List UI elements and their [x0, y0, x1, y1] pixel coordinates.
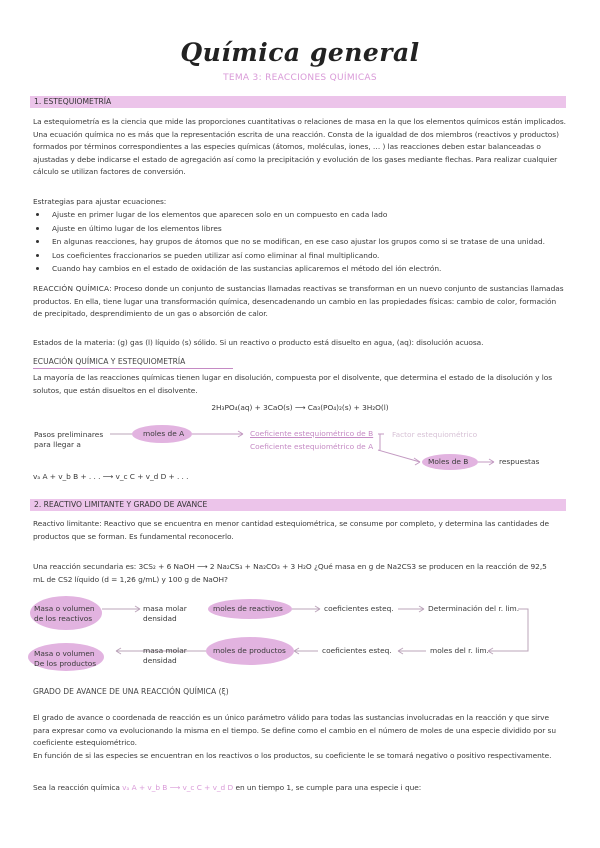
text-line: Masa o volumen — [34, 649, 95, 658]
text-line: Una reacción secundaria es: 3CS₂ + 6 NaOH ⟶ 2 Na₂CS₃ + Na₂CO₃ + 3 H₂O ¿Qué masa en g de Na2CS3 se producen en la reacción de 92,5 — [33, 562, 547, 571]
text-span: : Proceso donde un conjunto de sustancias llamadas reactivas se transforman en un nuevo conjunto de sustancias llamadas — [109, 284, 564, 293]
page-subtitle: TEMA 3: REACCIONES QUÍMICAS — [223, 73, 377, 83]
strategies-list — [30, 208, 575, 276]
moles-r-lim-node: moles del r. lim. — [430, 646, 489, 655]
text-line: formados por términos correspondientes a las especies químicas (átomos, moléculas, iones, … ) las reacciones deben estar balanceadas o — [33, 142, 541, 152]
text-line: solutos, que están disueltos en el disolvente. — [33, 385, 198, 395]
text-line: de los reactivos — [34, 614, 93, 623]
list-item: Ajuste en primer lugar de los elementos que aparecen solo en un compuesto en cada lado — [30, 208, 575, 222]
text-line: coeficiente estequiométrico. — [33, 738, 137, 748]
section-1-header — [30, 96, 566, 108]
text-line: de precipitado, desprendimiento de un gas o absorción de calor. — [33, 309, 268, 319]
text-line — [33, 283, 573, 296]
reaccion-paragraph — [33, 283, 573, 321]
estequiometria-paragraph — [33, 116, 573, 179]
text-line: La mayoría de las reacciones químicas tienen lugar en disolución, compuesta por el disolvente, que determina el estado de la disolución y los — [33, 373, 553, 382]
text-line: masa molar — [143, 604, 187, 613]
strategies-title: Estrategias para ajustar ecuaciones: — [33, 197, 167, 206]
moles-productos-node: moles de productos — [213, 646, 286, 655]
moles-reactivos-node: moles de reactivos — [213, 604, 283, 613]
text-line: Reactivo limitante: Reactivo que se encuentra en menor cantidad estequiométrica, se consume por completo, y determina las cantidades de — [33, 519, 550, 528]
ecuacion-heading: ECUACIÓN QUÍMICA Y ESTEQUIOMETRÍA — [33, 356, 233, 369]
text-line: Una ecuación química no es más que la representación escrita de una reacción. Consta de la igualdad de dos miembros (reactivos y productos) — [33, 129, 559, 139]
text-line: El grado de avance o coordenada de reacción es un único parámetro válido para todas las sustancias involucradas en la reacción y que sirve — [33, 713, 549, 722]
text-line: Masa o volumen — [34, 604, 95, 613]
coef-esteq-2: coeficientes esteq. — [322, 646, 392, 655]
section-2-heading: 2. REACTIVO LIMITANTE Y GRADO DE AVANCE — [34, 500, 208, 509]
section-1-heading: 1. ESTEQUIOMETRÍA — [34, 97, 112, 106]
problem-paragraph — [33, 561, 578, 586]
text-line: mL de CS2 líquido (d = 1,26 g/mL) y 100 g de NaOH? — [33, 574, 228, 584]
text-line: densidad — [143, 656, 177, 665]
list-item: En algunas reacciones, hay grupos de átomos que no se modifican, en ese caso ajustar los grupos como si se tratase de una unidad. — [30, 235, 575, 249]
pasos-label — [34, 430, 103, 450]
text-span: en un tiempo 1, se cumple para una especie i que: — [235, 783, 422, 792]
list-item: Ajuste en último lugar de los elementos libres — [30, 222, 575, 236]
moles-a-node: moles de A — [143, 429, 185, 438]
text-line: densidad — [143, 614, 177, 623]
text-span: Sea la reacción química — [33, 783, 120, 792]
masa-productos-node — [34, 649, 96, 669]
masa-molar-2 — [143, 646, 187, 666]
determinacion-node: Determinación del r. lim. — [428, 604, 520, 613]
text-line: masa molar — [143, 646, 187, 655]
text-line: cálculo se utilizan factores de conversión. — [33, 167, 186, 177]
reaccion-label: REACCIÓN QUÍMICA — [33, 284, 110, 293]
coef-a-label: Coeficiente estequiométrico de A — [250, 442, 374, 451]
moles-b-node: Moles de B — [428, 457, 469, 466]
respuestas-node: respuestas — [499, 457, 540, 466]
grado-heading: GRADO DE AVANCE DE UNA REACCIÓN QUÍMICA (ξ) — [33, 687, 229, 696]
list-item: Los coeficientes fraccionarios se pueden utilizar así como eliminar al final multiplicando. — [30, 249, 575, 263]
grado-last-line — [33, 782, 578, 795]
estados-text: Estados de la materia: (g) gas (l) líquido (s) sólido. Si un reactivo o producto está disuelto en agua, (aq): disolución acuosa. — [33, 338, 484, 347]
text-line: La estequiometría es la ciencia que mide las proporciones cuantitativas o relaciones de masa en la que los elementos químicos están implicados. — [33, 117, 566, 126]
page-title: Química general — [180, 38, 420, 67]
reaction-equation: vₐ A + v_b B ⟶ v_c C + v_d D — [122, 783, 234, 792]
grado-paragraph — [33, 712, 578, 762]
text-line: En función de si las especies se encuentran en los reactivos o los productos, su coeficiente le se tomará negativo o positivo respectivamente. — [33, 750, 552, 760]
chemical-equation: 2H₃PO₄(aq) + 3CaO(s) ⟶ Ca₃(PO₄)₂(s) + 3H₂O(l) — [211, 403, 389, 412]
factor-label: Factor estequiométrico — [392, 430, 478, 439]
list-item: Cuando hay cambios en el estado de oxidación de las sustancias aplicaremos el método del ión electrón. — [30, 262, 575, 276]
reactivo-limitante-paragraph — [33, 518, 573, 543]
section-2-header — [30, 499, 566, 511]
text-line: ajustadas y debe indicarse el estado de agregación así como la precipitación y evolución de los gases mediante flechas. Para realizar cualquier — [33, 154, 558, 164]
text-line: De los productos — [34, 659, 97, 668]
masa-molar-1 — [143, 604, 187, 624]
text-line: para llegar a — [34, 440, 81, 449]
masa-reactivos-node — [34, 604, 95, 624]
text-line: para expresar como va evolucionando la misma en el tiempo. Se define como el cambio en el número de moles de una especie dividido por su — [33, 725, 556, 735]
general-equation: vₐ A + v_b B + . . . ⟶ v_c C + v_d D + . . . — [33, 472, 189, 481]
coef-esteq-1: coeficientes esteq. — [324, 604, 394, 613]
text-line: Pasos preliminares — [34, 430, 104, 439]
coef-b-label: Coeficiente estequiométrico de B — [250, 429, 374, 438]
ecuacion-paragraph — [33, 372, 573, 397]
text-line: productos. En ella, tiene lugar una transformación química, desencadenando un cambio en las propiedades físicas: cambio de color, formación — [33, 296, 557, 306]
text-line: productos que se forman. Es fundamental reconocerlo. — [33, 531, 234, 541]
